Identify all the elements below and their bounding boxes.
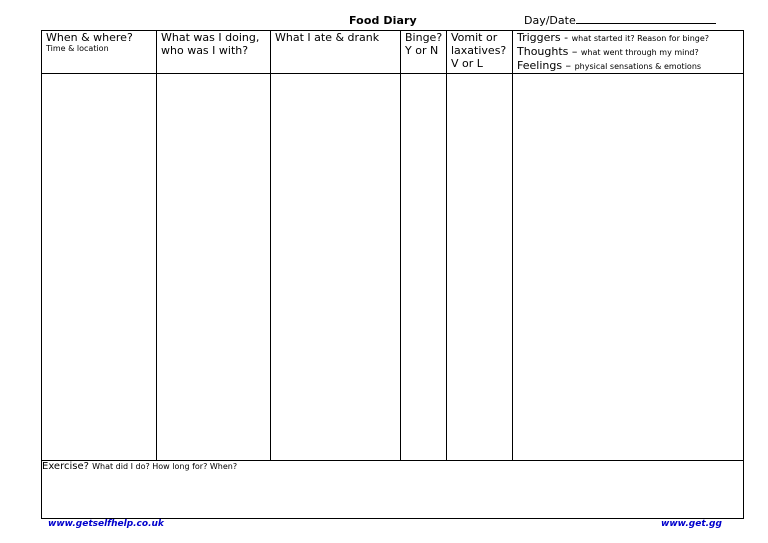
header-row: [42, 31, 744, 74]
col-header-binge: [401, 31, 447, 74]
footer-link-getgg[interactable]: www.get.gg: [661, 519, 722, 529]
food-diary-table: [41, 30, 744, 519]
thoughts-desc: what went through my mind?: [580, 48, 699, 57]
entry-doing[interactable]: [157, 74, 271, 461]
col-header-label: Vomit or: [451, 31, 498, 44]
entry-vomit-laxatives[interactable]: [447, 74, 513, 461]
col-header-triggers: [513, 31, 744, 74]
col-header-label-2: who was I with?: [161, 44, 249, 57]
exercise-row: [42, 461, 744, 519]
footer-link-getselfhelp[interactable]: www.getselfhelp.co.uk: [48, 519, 164, 529]
triggers-label: Triggers -: [517, 31, 572, 44]
col-header-label-2: laxatives?: [451, 44, 507, 57]
col-header-doing: [157, 31, 271, 74]
thoughts-line: [513, 45, 743, 59]
exercise-prompt: What did I do? How long for?: [92, 462, 208, 471]
thoughts-label: Thoughts –: [517, 45, 581, 58]
col-header-label: What I ate & drank: [275, 31, 380, 44]
feelings-line: [513, 59, 743, 73]
feelings-label: Feelings –: [517, 59, 575, 72]
feelings-desc: physical sensations & emotions: [574, 62, 702, 71]
col-header-label-2: Y or N: [405, 44, 439, 57]
entry-ate-drank[interactable]: [271, 74, 401, 461]
exercise-cell[interactable]: [42, 461, 744, 519]
entry-triggers[interactable]: [513, 74, 744, 461]
col-header-label: Binge?: [405, 31, 443, 44]
col-header-ate-drank: [271, 31, 401, 74]
exercise-when: When?: [207, 462, 238, 471]
col-header-label: When & where?: [46, 31, 133, 44]
entry-binge[interactable]: [401, 74, 447, 461]
col-header-sub: Time & location: [46, 44, 109, 53]
col-header-label: What was I doing,: [161, 31, 260, 44]
entry-row: [42, 74, 744, 461]
day-date-field[interactable]: [524, 14, 716, 27]
col-header-vomit-laxatives: [447, 31, 513, 74]
day-date-line: [576, 14, 716, 24]
triggers-line: [513, 31, 743, 45]
col-header-when-where: [42, 31, 157, 74]
day-date-label: Day/Date: [524, 14, 576, 27]
col-header-label-3: V or L: [451, 57, 483, 70]
entry-when-where[interactable]: [42, 74, 157, 461]
triggers-desc: what started it? Reason for binge?: [571, 34, 710, 43]
page-title: Food Diary: [349, 14, 417, 27]
exercise-label: Exercise?: [42, 461, 93, 472]
